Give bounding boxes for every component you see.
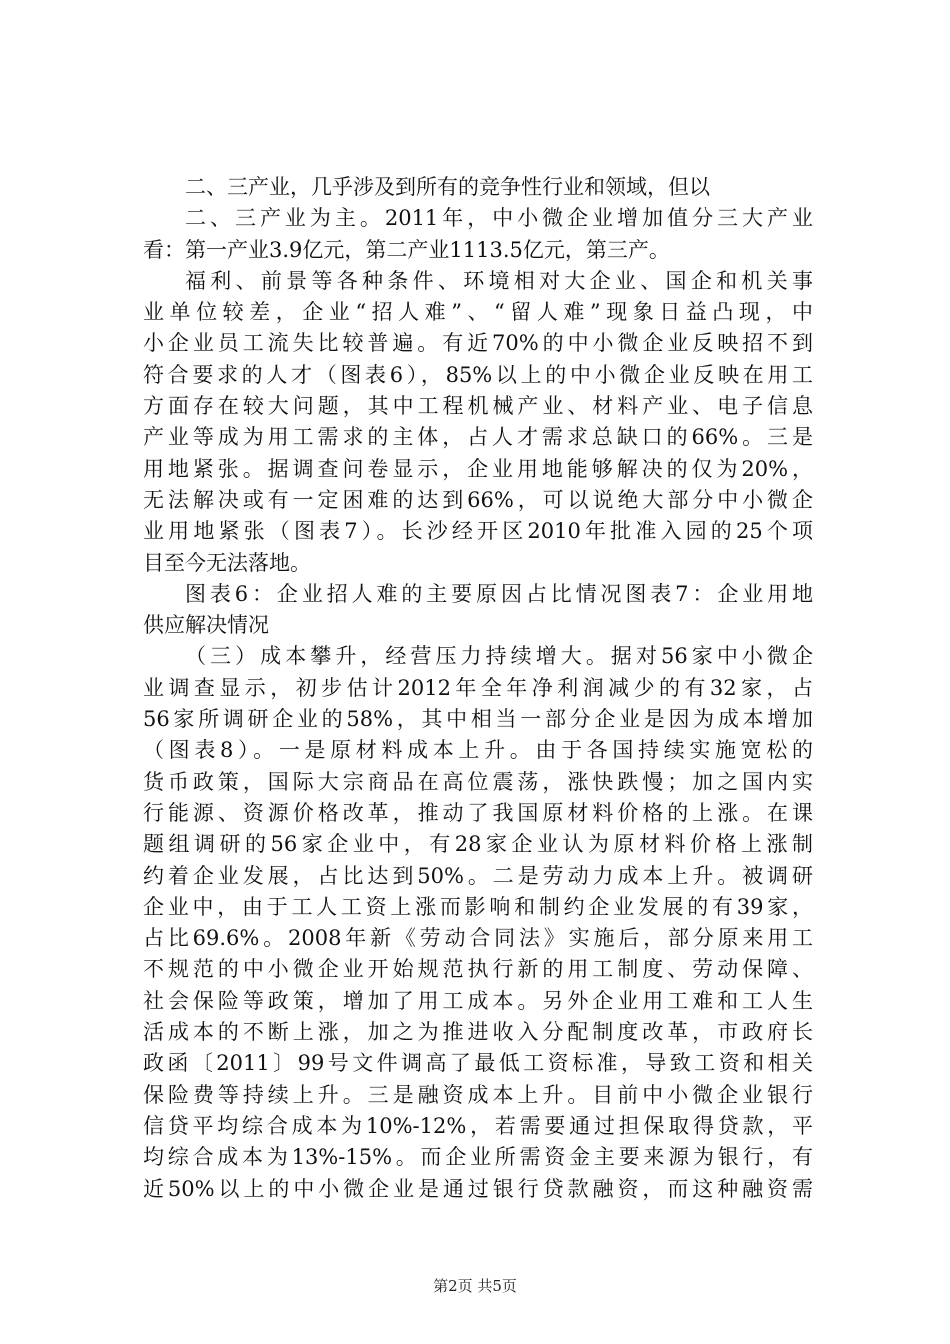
text-line: 供应解决情况 <box>143 613 269 638</box>
text-line: 看：第一产业3.9亿元，第二产业1113.5亿元，第三产。 <box>143 237 670 262</box>
text-line: 社会保险等政策，增加了用工成本。另外企业用工难和工人生 <box>143 988 813 1013</box>
text-line: 业单位较差，企业“招人难”、“留人难”现象日益凸现，中 <box>143 300 813 325</box>
text-line: （图表8）。一是原材料成本上升。由于各国持续实施宽松的 <box>143 738 813 763</box>
text-line: 符合要求的人才（图表6），85%以上的中小微企业反映在用工 <box>143 362 813 387</box>
body-text <box>143 172 813 1205</box>
text-line: 活成本的不断上涨，加之为推进收入分配制度改革，市政府长 <box>143 1020 813 1045</box>
text-line: （三）成本攀升，经营压力持续增大。据对56家中小微企 <box>185 644 813 669</box>
text-line: 占比69.6%。2008年新《劳动合同法》实施后，部分原来用工 <box>143 926 813 951</box>
text-line: 保险费等持续上升。三是融资成本上升。目前中小微企业银行 <box>143 1082 813 1107</box>
text-line: 政函〔2011〕99号文件调高了最低工资标准，导致工资和相关 <box>143 1051 813 1076</box>
text-line: 不规范的中小微企业开始规范执行新的用工制度、劳动保障、 <box>143 957 813 982</box>
text-line: 约着企业发展，占比达到50%。二是劳动力成本上升。被调研 <box>143 863 813 888</box>
text-line: 业用地紧张（图表7）。长沙经开区2010年批准入园的25个项 <box>143 519 813 544</box>
text-line: 产业等成为用工需求的主体，占人才需求总缺口的66%。三是 <box>143 425 813 450</box>
text-line: 图表6：企业招人难的主要原因占比情况图表7：企业用地 <box>185 581 813 606</box>
text-line: 用地紧张。据调查问卷显示，企业用地能够解决的仅为20%， <box>143 456 813 481</box>
text-line: 行能源、资源价格改革，推动了我国原材料价格的上涨。在课 <box>143 800 813 825</box>
text-line: 福利、前景等各种条件、环境相对大企业、国企和机关事 <box>185 268 813 293</box>
text-line: 信贷平均综合成本为10%-12%，若需要通过担保取得贷款，平 <box>143 1113 813 1138</box>
text-line: 题组调研的56家企业中，有28家企业认为原材料价格上涨制 <box>143 832 813 857</box>
text-line: 企业中，由于工人工资上涨而影响和制约企业发展的有39家， <box>143 894 813 919</box>
text-line: 货币政策，国际大宗商品在高位震荡，涨快跌慢；加之国内实 <box>143 769 813 794</box>
text-line: 近50%以上的中小微企业是通过银行贷款融资，而这种融资需 <box>143 1176 813 1201</box>
text-line: 二、三产业为主。2011年，中小微企业增加值分三大产业 <box>185 206 813 231</box>
text-line: 目至今无法落地。 <box>143 550 311 575</box>
page-footer: 第2页 共5页 <box>433 1277 517 1295</box>
text-line: 业调查显示，初步估计2012年全年净利润减少的有32家，占 <box>143 675 813 700</box>
text-line: 小企业员工流失比较普遍。有近70%的中小微企业反映招不到 <box>143 331 813 356</box>
text-line: 56家所调研企业的58%，其中相当一部分企业是因为成本增加 <box>143 707 813 732</box>
text-line: 方面存在较大问题，其中工程机械产业、材料产业、电子信息 <box>143 394 813 419</box>
text-line: 二、三产业，几乎涉及到所有的竞争性行业和领域，但以 <box>185 175 710 199</box>
text-line: 无法解决或有一定困难的达到66%，可以说绝大部分中小微企 <box>143 487 813 512</box>
text-line: 均综合成本为13%-15%。而企业所需资金主要来源为银行，有 <box>143 1145 813 1170</box>
